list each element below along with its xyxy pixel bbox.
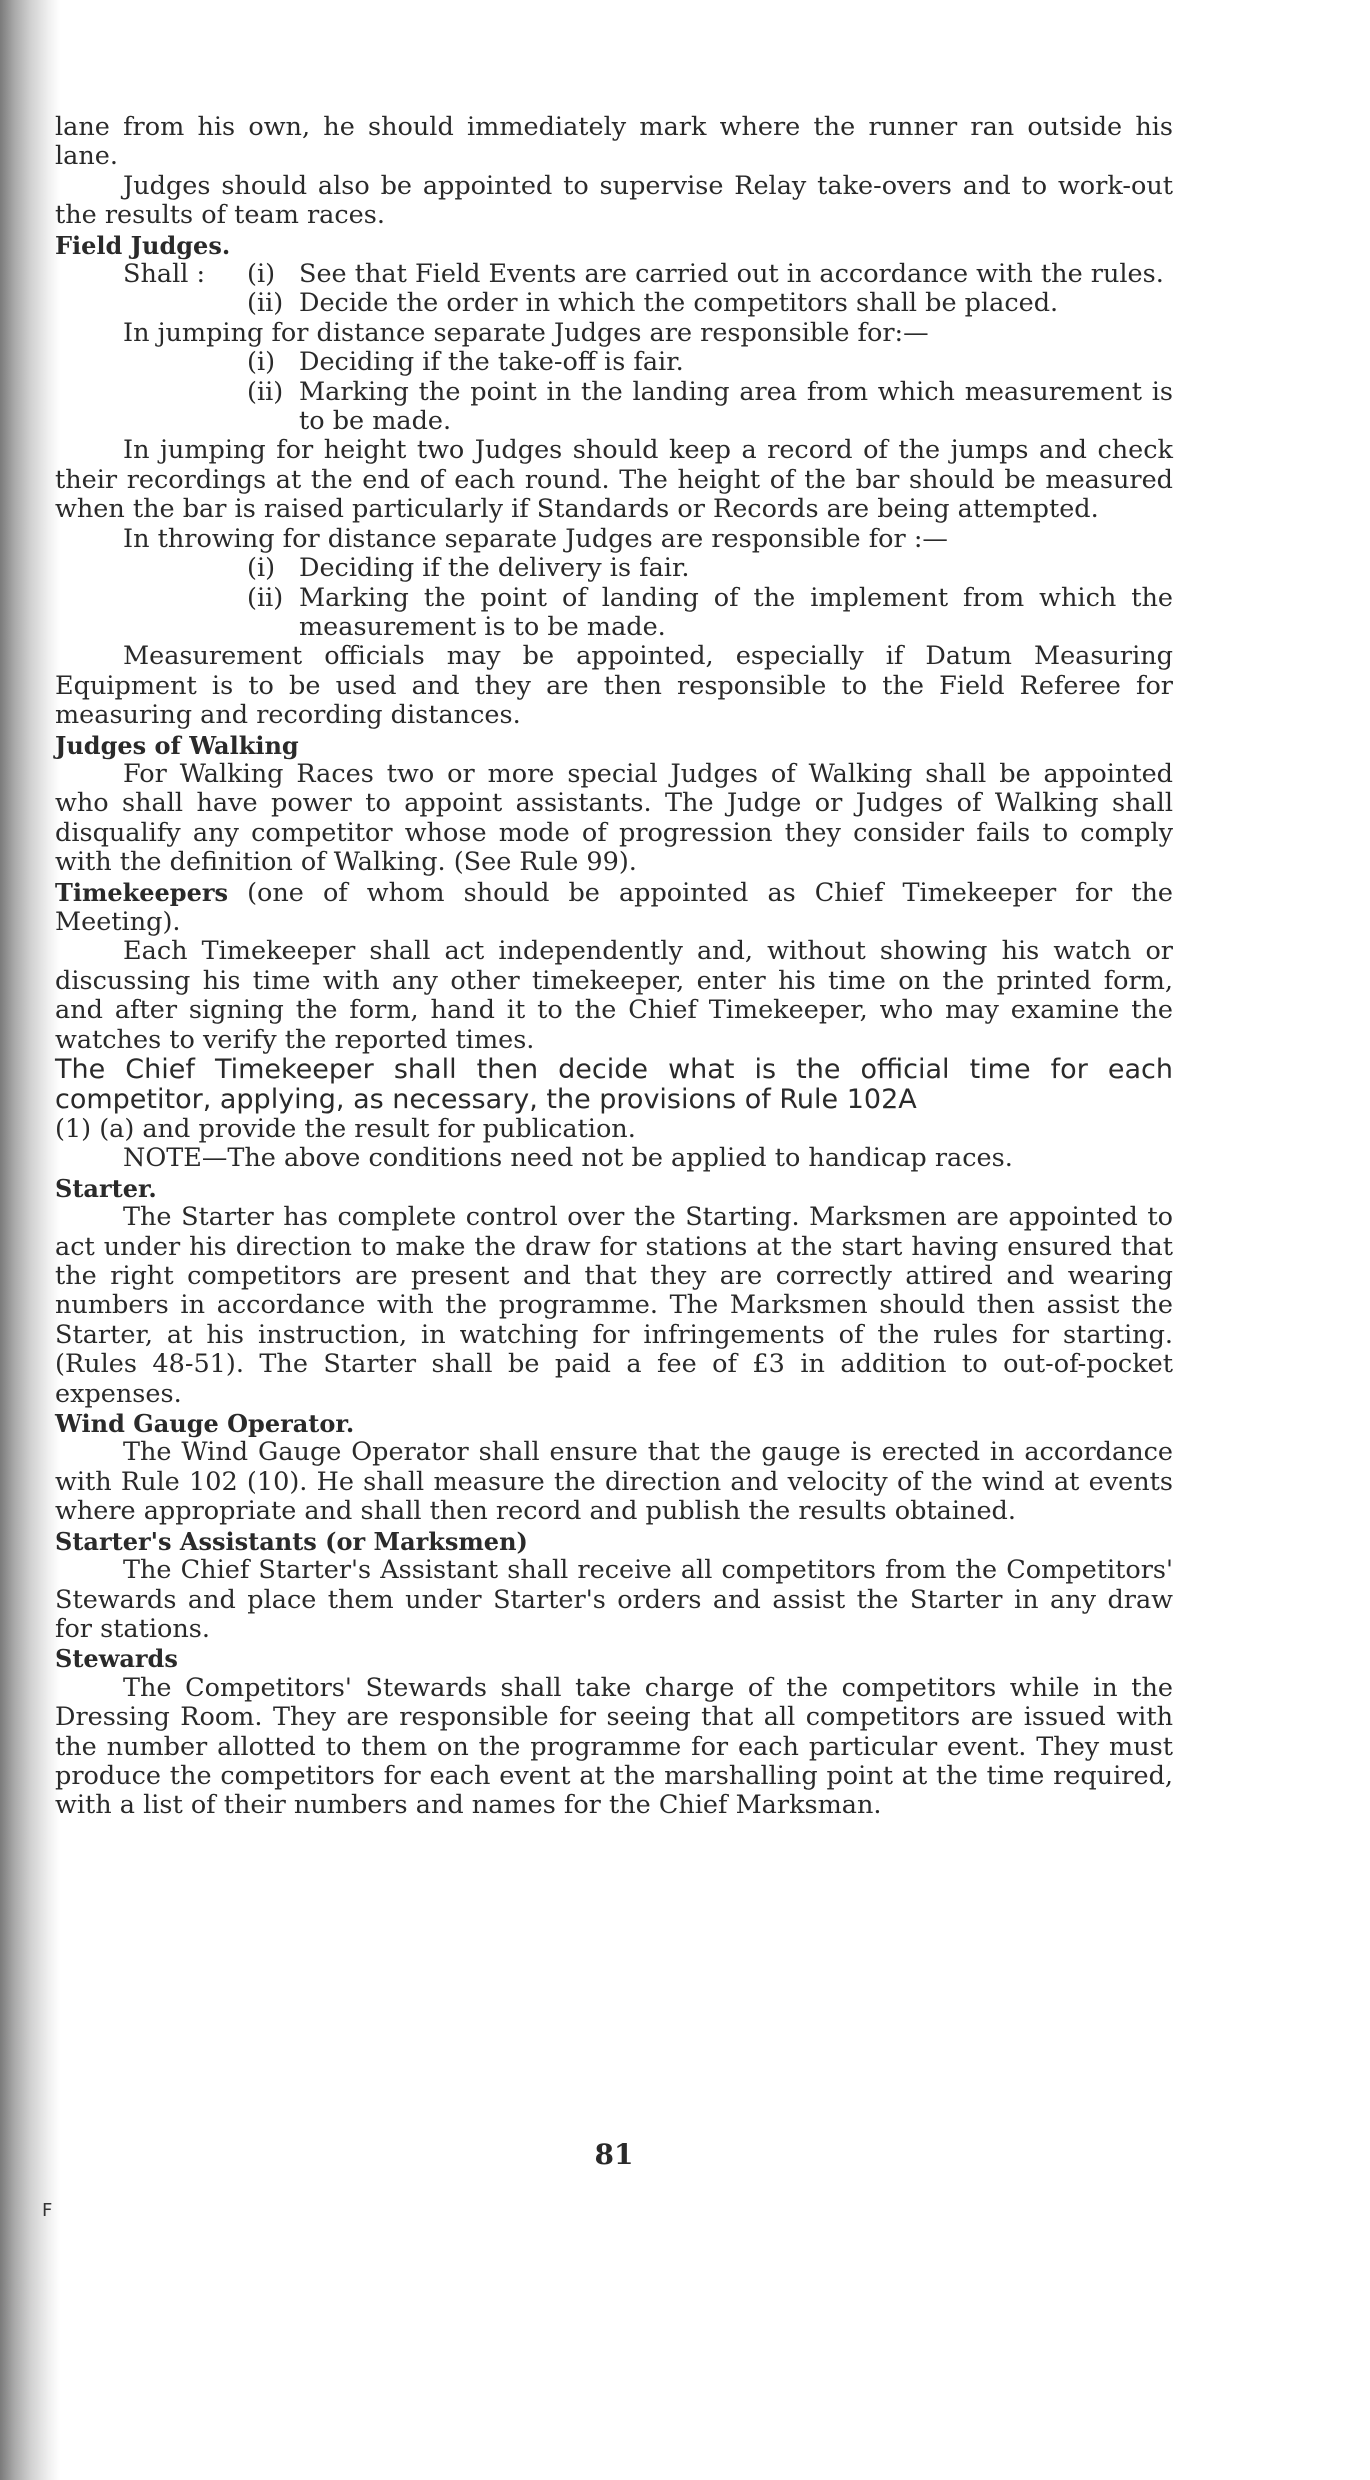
page-number: 81 [594, 2138, 634, 2171]
paragraph: Measurement officials may be appointed, especially if Datum Measuring Equipment is to be used and they are then responsible to the Field Referee for measuring and recording distances. [55, 641, 1173, 731]
list-text: Marking the point of landing of the implement from which the measurement is to be made. [299, 582, 1173, 642]
section-heading-wind-gauge: Wind Gauge Operator. [55, 1409, 355, 1439]
list-item [55, 584, 1173, 643]
section-heading-stewards: Stewards [55, 1644, 178, 1674]
list-text: Decide the order in which the competitors shall be placed. [299, 288, 1059, 319]
list-item [55, 289, 1173, 318]
list-item [55, 378, 1173, 437]
list-text: Deciding if the take-off is fair. [299, 347, 684, 378]
document-page [55, 113, 1173, 1821]
binding-shadow [0, 0, 60, 2480]
list-number: (i) [247, 553, 276, 584]
list-text: See that Field Events are carried out in accordance with the rules. [299, 259, 1164, 290]
list-text: Deciding if the delivery is fair. [299, 553, 690, 584]
paragraph: Each Timekeeper shall act independently and, without showing his watch or discussing his time with any other timekeeper, enter his time on the printed form, and after signing the form, hand it to the Chief Timekeeper, who may examine the watches to verify the reported times. [55, 936, 1173, 1055]
list-number: (ii) [247, 582, 284, 613]
paragraph: In throwing for distance separate Judges are responsible for :— [123, 523, 948, 554]
heading-remark: (one of whom should be appointed as Chief Timekeeper for the Meeting). [55, 877, 1173, 937]
list-text: Marking the point in the landing area from which measurement is to be made. [299, 376, 1173, 437]
paragraph-emphasis: The Chief Timekeeper shall then decide what is the official time for each competitor, applying, as necessary, the provisions of Rule 102A [55, 1054, 1173, 1115]
paragraph: The Wind Gauge Operator shall ensure that the gauge is erected in accordance with Rule 102 (10). He shall measure the direction and velocity of the wind at events where appropriate and shall then record and publish the results obtained. [55, 1437, 1173, 1527]
list-item [55, 348, 1173, 377]
paragraph: For Walking Races two or more special Judges of Walking shall be appointed who shall have power to appoint assistants. The Judge or Judges of Walking shall disqualify any competitor whose mode of progression they consider fails to comply with the definition of Walking. (See Rule 99). [55, 758, 1173, 878]
list-item [55, 260, 1173, 289]
paragraph: lane from his own, he should immediately mark where the runner ran outside his lane. [55, 112, 1173, 172]
paragraph: The Competitors' Stewards shall take charge of the competitors while in the Dressing Room. They are responsible for seeing that all competitors are issued with the number allotted to them on the programme for each particular event. They must produce the competitors for each event at the marshalling point at the time required, with a list of their numbers and names for the Chief Marksman. [55, 1672, 1173, 1821]
list-number: (i) [247, 259, 276, 290]
paragraph: The Starter has complete control over the Starting. Marksmen are appointed to act under his direction to make the draw for stations at the start having ensured that the right competitors are present and that they are correctly attired and wearing numbers in accordance with the programme. The Marksmen should then assist the Starter, at his instruction, in watching for infringements of the rules for starting. (Rules 48-51). The Starter shall be paid a fee of £3 in addition to out-of-pocket expenses. [55, 1202, 1173, 1409]
paragraph: (1) (a) and provide the result for publication. [55, 1114, 636, 1144]
shall-label: Shall : [123, 259, 206, 290]
note: NOTE—The above conditions need not be applied to handicap races. [123, 1143, 1013, 1174]
margin-mark: F [42, 2200, 53, 2221]
paragraph: The Chief Starter's Assistant shall receive all competitors from the Competitors' Stewards and place them under Starter's orders and assist the Starter in any draw for stations. [55, 1555, 1173, 1644]
section-heading-starters-assistants: Starter's Assistants (or Marksmen) [55, 1526, 528, 1556]
paragraph: In jumping for height two Judges should keep a record of the jumps and check their recordings at the end of each round. The height of the bar should be measured when the bar is raised particularly if Standards or Records are being attempted. [55, 435, 1173, 525]
list-number: (ii) [247, 376, 284, 407]
paragraph: In jumping for distance separate Judges are responsible for:— [123, 317, 929, 348]
section-heading-walking: Judges of Walking [55, 730, 299, 760]
timekeepers-heading-line [55, 878, 1173, 938]
section-heading-starter: Starter. [55, 1173, 157, 1203]
list-number: (ii) [247, 288, 284, 319]
section-heading-field-judges: Field Judges. [55, 230, 231, 260]
paragraph: Judges should also be appointed to supervise Relay take-overs and to work-out the results of team races. [55, 170, 1173, 231]
list-item [55, 554, 1173, 583]
section-heading-timekeepers: Timekeepers [55, 877, 229, 907]
list-number: (i) [247, 347, 276, 378]
